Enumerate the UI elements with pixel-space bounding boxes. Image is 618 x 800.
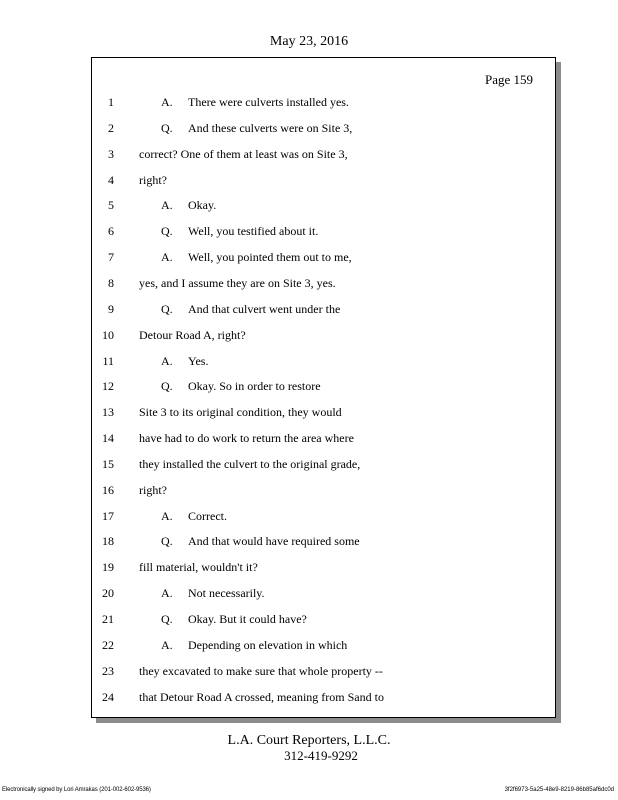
transcript-line xyxy=(92,454,532,474)
line-text: right? xyxy=(139,482,167,497)
transcript-line xyxy=(92,247,532,267)
line-text: Okay. So in order to restore xyxy=(188,379,321,394)
transcript-page xyxy=(91,57,556,718)
line-text: have had to do work to return the area where xyxy=(139,431,354,446)
line-text: yes, and I assume they are on Site 3, yes. xyxy=(139,275,336,290)
transcript-line xyxy=(92,635,532,655)
electronic-signature: Electronically signed by Lori Amrakas (201-002-602-9536) xyxy=(2,787,151,793)
transcript-line xyxy=(92,531,532,551)
line-number: 11 xyxy=(102,353,114,368)
line-text: And these culverts were on Site 3, xyxy=(188,120,353,135)
speaker-prefix: A. xyxy=(161,353,173,368)
speaker-prefix: Q. xyxy=(161,534,173,549)
line-number: 14 xyxy=(102,431,114,446)
line-number: 22 xyxy=(102,637,114,652)
line-number: 15 xyxy=(102,456,114,471)
line-number: 12 xyxy=(102,379,114,394)
line-text: And that would have required some xyxy=(188,534,360,549)
speaker-prefix: A. xyxy=(161,250,173,265)
transcript-line xyxy=(92,376,532,396)
line-number: 24 xyxy=(102,689,114,704)
transcript-line xyxy=(92,661,532,681)
transcript-line xyxy=(92,351,532,371)
footer-company: L.A. Court Reporters, L.L.C. xyxy=(227,733,391,748)
line-number: 1 xyxy=(108,95,114,109)
speaker-prefix: A. xyxy=(161,508,173,523)
line-text: Well, you testified about it. xyxy=(188,224,319,239)
line-text: correct? One of them at least was on Site 3, xyxy=(139,146,348,161)
line-number: 2 xyxy=(108,120,114,135)
line-number: 18 xyxy=(102,534,114,549)
line-number: 10 xyxy=(102,327,114,342)
line-number: 8 xyxy=(108,275,114,290)
transcript-line xyxy=(92,195,532,215)
line-number: 9 xyxy=(108,301,114,316)
line-text: Detour Road A, right? xyxy=(139,327,246,342)
speaker-prefix: A. xyxy=(161,637,173,652)
line-text: Not necessarily. xyxy=(188,586,265,601)
transcript-line xyxy=(92,687,532,707)
transcript-line xyxy=(92,92,532,112)
transcript-line xyxy=(92,221,532,241)
line-number: 20 xyxy=(102,586,114,601)
transcript-line xyxy=(92,118,532,138)
line-text: Depending on elevation in which xyxy=(188,637,348,652)
transcript-line xyxy=(92,609,532,629)
footer-phone: 312-419-9292 xyxy=(284,748,358,763)
line-text: There were culverts installed yes. xyxy=(188,95,349,109)
transcript-line xyxy=(92,428,532,448)
line-number: 5 xyxy=(108,198,114,213)
speaker-prefix: Q. xyxy=(161,120,173,135)
transcript-line xyxy=(92,480,532,500)
line-text: they installed the culvert to the original grade, xyxy=(139,456,361,471)
line-number: 4 xyxy=(108,172,114,187)
line-number: 21 xyxy=(102,612,114,626)
transcript-line xyxy=(92,144,532,164)
line-number: 17 xyxy=(102,508,114,523)
line-text: Site 3 to its original condition, they would xyxy=(139,405,342,420)
document-id: 3f2f6973-5a25-48e9-8219-86b85af6dc0d xyxy=(504,787,614,793)
transcript-line xyxy=(92,583,532,603)
transcript-line xyxy=(92,170,532,190)
speaker-prefix: Q. xyxy=(161,224,173,239)
line-text: that Detour Road A crossed, meaning from Sand to xyxy=(139,689,384,704)
line-text: fill material, wouldn't it? xyxy=(139,560,258,575)
line-text: And that culvert went under the xyxy=(188,301,341,316)
transcript-line xyxy=(92,402,532,422)
header-date: May 23, 2016 xyxy=(269,34,349,49)
line-text: Okay. xyxy=(188,198,217,213)
speaker-prefix: A. xyxy=(161,586,173,601)
line-number: 23 xyxy=(102,663,114,678)
speaker-prefix: Q. xyxy=(161,379,173,394)
transcript-line xyxy=(92,325,532,345)
line-text: right? xyxy=(139,172,167,187)
page-number-label: Page 159 xyxy=(484,72,533,87)
line-number: 16 xyxy=(102,482,114,497)
line-text: Yes. xyxy=(188,353,209,368)
line-text: Okay. But it could have? xyxy=(188,612,307,626)
line-number: 3 xyxy=(108,146,114,161)
speaker-prefix: A. xyxy=(161,198,173,213)
line-text: they excavated to make sure that whole property -- xyxy=(139,663,383,678)
transcript-line xyxy=(92,506,532,526)
transcript-line xyxy=(92,273,532,293)
speaker-prefix: A. xyxy=(161,95,173,109)
line-number: 6 xyxy=(108,224,114,239)
line-text: Well, you pointed them out to me, xyxy=(188,250,352,265)
line-number: 7 xyxy=(108,250,114,265)
line-number: 19 xyxy=(102,560,114,575)
transcript-line xyxy=(92,557,532,577)
transcript-line xyxy=(92,299,532,319)
line-number: 13 xyxy=(102,405,114,420)
speaker-prefix: Q. xyxy=(161,612,173,626)
speaker-prefix: Q. xyxy=(161,301,173,316)
line-text: Correct. xyxy=(188,508,227,523)
